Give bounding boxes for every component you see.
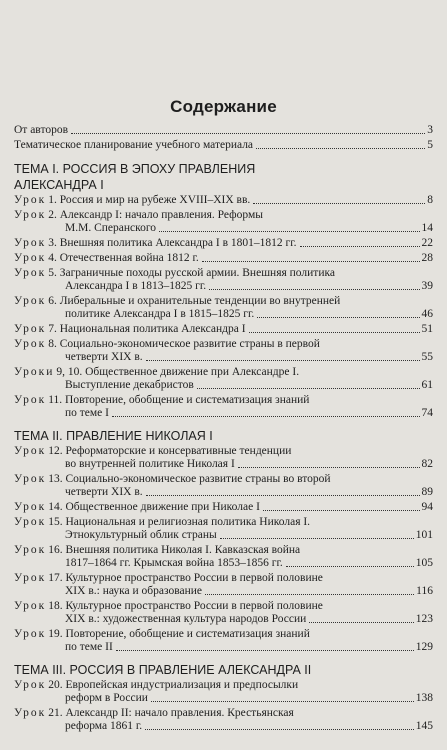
lesson-entry: [14, 445, 433, 471]
lesson-keyword: Урок: [14, 472, 47, 485]
lesson-line: [14, 295, 433, 308]
page-number: 3: [427, 124, 433, 136]
lesson-keyword: Урок: [14, 266, 47, 279]
dot-leader: [209, 288, 419, 290]
lesson-entry: [14, 194, 433, 207]
lesson-entry: [14, 394, 433, 420]
lesson-line: [14, 308, 433, 321]
page-number: 51: [421, 322, 433, 335]
page-number: 123: [415, 612, 433, 625]
lesson-line: [14, 209, 433, 222]
page-number: 94: [421, 500, 433, 513]
lesson-entry: [14, 323, 433, 336]
dot-leader: [253, 202, 425, 204]
toc-entry: [14, 124, 433, 137]
dot-leader: [309, 621, 413, 623]
lesson-title: 19. Повторение, обобщение и систематизация знаний: [48, 627, 310, 640]
lesson-title: Александра I в 1813–1825 гг.: [65, 279, 207, 292]
lesson-line: [14, 394, 433, 407]
page-number: 116: [416, 584, 433, 597]
page-number: 89: [421, 485, 433, 498]
lesson-line: [14, 600, 433, 613]
dot-leader: [71, 132, 425, 134]
lesson-title: 6. Либеральные и охранительные тенденции во внутренней: [48, 294, 341, 307]
page-number: 14: [421, 221, 433, 234]
dot-leader: [286, 565, 414, 567]
lesson-title: во внутренней политике Николая I: [65, 457, 235, 470]
lesson-title: 2. Александр I: начало правления. Реформы: [48, 208, 263, 221]
lesson-line: [14, 628, 433, 641]
topic-heading: АЛЕКСАНДРА I: [14, 177, 104, 192]
lesson-title: политике Александра I в 1815–1825 гг.: [65, 307, 255, 320]
page-title: Содержание: [170, 97, 277, 116]
lesson-line: [14, 692, 433, 705]
lesson-keyword: Уроки: [14, 365, 55, 378]
lesson-keyword: Урок: [14, 706, 47, 719]
lesson-title: 9, 10. Общественное движение при Александре I.: [56, 365, 300, 378]
dot-leader: [205, 593, 414, 595]
lesson-title: по теме I: [65, 406, 109, 419]
lesson-title: 17. Культурное пространство России в первой половине: [48, 571, 323, 584]
lesson-line: [14, 585, 433, 598]
page-number: 105: [415, 556, 433, 569]
lesson-entry: [14, 267, 433, 293]
lesson-line: [14, 544, 433, 557]
page-number: 129: [415, 640, 433, 653]
topic-heading: ТЕМА I. РОССИЯ В ЭПОХУ ПРАВЛЕНИЯ: [14, 161, 256, 176]
lesson-line: [14, 351, 433, 364]
page-number: 46: [421, 307, 433, 320]
dot-leader: [112, 415, 420, 417]
lesson-line: [14, 445, 433, 458]
page-number: 101: [415, 528, 433, 541]
dot-leader: [202, 260, 420, 262]
page-number: 8: [427, 193, 433, 206]
dot-leader: [263, 509, 420, 511]
lesson-title: Этнокультурный облик страны: [65, 528, 217, 541]
lesson-line: [14, 252, 433, 265]
dot-leader: [197, 387, 420, 389]
lesson-title: реформа 1861 г.: [65, 719, 143, 732]
lesson-title: 12. Реформаторские и консервативные тенденции: [48, 444, 292, 457]
lesson-line: [14, 194, 433, 207]
dot-leader: [146, 494, 420, 496]
page-number: 22: [421, 236, 433, 249]
lesson-line: [14, 641, 433, 654]
lesson-title: М.М. Сперанского: [65, 221, 157, 234]
lesson-keyword: Урок: [14, 515, 47, 528]
lesson-entry: [14, 707, 433, 733]
lesson-line: [14, 323, 433, 336]
lesson-keyword: Урок: [14, 678, 47, 691]
topic-heading: ТЕМА II. ПРАВЛЕНИЕ НИКОЛАЯ I: [14, 428, 213, 443]
lesson-title: 14. Общественное движение при Николае I: [48, 500, 260, 513]
lesson-keyword: Урок: [14, 444, 47, 457]
lesson-entry: [14, 628, 433, 654]
lesson-entry: [14, 252, 433, 265]
lesson-title: 5. Заграничные походы русской армии. Внешняя политика: [48, 266, 335, 279]
lesson-keyword: Урок: [14, 193, 47, 206]
page-number: 39: [421, 279, 433, 292]
lesson-line: [14, 516, 433, 529]
lesson-title: XIX в.: художественная культура народов России: [65, 612, 307, 625]
page-number: 5: [427, 138, 433, 151]
topic-heading: ТЕМА III. РОССИЯ В ПРАВЛЕНИЕ АЛЕКСАНДРА II: [14, 662, 312, 677]
lesson-keyword: Урок: [14, 393, 47, 406]
page-number: 74: [421, 406, 433, 419]
lesson-keyword: Урок: [14, 627, 47, 640]
lesson-entry: [14, 679, 433, 705]
lesson-line: [14, 237, 433, 250]
dot-leader: [145, 728, 414, 730]
lesson-line: [14, 407, 433, 420]
lesson-entry: [14, 209, 433, 235]
lesson-line: [14, 473, 433, 486]
lesson-keyword: Урок: [14, 571, 47, 584]
lesson-keyword: Урок: [14, 500, 47, 513]
lesson-title: 13. Социально-экономическое развитие страны во второй: [48, 472, 331, 485]
dot-leader: [249, 331, 420, 333]
dot-leader: [256, 147, 425, 149]
lesson-line: [14, 557, 433, 570]
lesson-line: [14, 501, 433, 514]
dot-leader: [220, 537, 414, 539]
lesson-entry: [14, 237, 433, 250]
lesson-line: [14, 267, 433, 280]
lesson-title: XIX в.: наука и образование: [65, 584, 203, 597]
lesson-entry: [14, 501, 433, 514]
lesson-keyword: Урок: [14, 322, 47, 335]
lesson-line: [14, 458, 433, 471]
toc-entry: [14, 139, 433, 152]
lesson-line: [14, 280, 433, 293]
lesson-title: 4. Отечественная война 1812 г.: [48, 251, 199, 264]
page-number: 82: [421, 457, 433, 470]
dot-leader: [257, 316, 419, 318]
lesson-keyword: Урок: [14, 543, 47, 556]
lesson-title: 11. Повторение, обобщение и систематизация знаний: [48, 393, 310, 406]
lesson-line: [14, 379, 433, 392]
lesson-title: 1817–1864 гг. Крымская война 1853–1856 гг.: [65, 556, 283, 569]
entry-title: Тематическое планирование учебного материала: [14, 138, 254, 151]
lesson-line: [14, 486, 433, 499]
page-number: 138: [415, 691, 433, 704]
dot-leader: [116, 649, 414, 651]
entry-title: От авторов: [14, 124, 69, 136]
lesson-entry: [14, 338, 433, 364]
lesson-line: [14, 366, 433, 379]
lesson-title: 1. Россия и мир на рубеже XVIII–XIX вв.: [48, 193, 251, 206]
lesson-entry: [14, 295, 433, 321]
table-of-contents: [14, 124, 433, 735]
lesson-title: 16. Внешняя политика Николая I. Кавказская война: [48, 543, 301, 556]
lesson-line: [14, 529, 433, 542]
page-number: 28: [421, 251, 433, 264]
lesson-line: [14, 222, 433, 235]
dot-leader: [151, 700, 414, 702]
lesson-title: по теме II: [65, 640, 113, 653]
lesson-keyword: Урок: [14, 599, 47, 612]
lesson-title: реформ в России: [65, 691, 148, 704]
lesson-title: 3. Внешняя политика Александра I в 1801–1812 гг.: [48, 236, 297, 249]
lesson-title: 8. Социально-экономическое развитие страны в первой: [48, 337, 320, 350]
lesson-title: Выступление декабристов: [65, 378, 194, 391]
lesson-line: [14, 572, 433, 585]
dot-leader: [238, 466, 420, 468]
lesson-keyword: Урок: [14, 236, 47, 249]
lesson-line: [14, 679, 433, 692]
lesson-line: [14, 338, 433, 351]
page-number: 145: [415, 719, 433, 732]
page-number: 55: [421, 350, 433, 363]
lesson-keyword: Урок: [14, 337, 47, 350]
dot-leader: [146, 359, 420, 361]
lesson-title: 7. Национальная политика Александра I: [48, 322, 246, 335]
lesson-line: [14, 613, 433, 626]
lesson-line: [14, 720, 433, 733]
page-number: 61: [421, 378, 433, 391]
dot-leader: [300, 245, 420, 247]
lesson-keyword: Урок: [14, 208, 47, 221]
lesson-entry: [14, 473, 433, 499]
lesson-entry: [14, 366, 433, 392]
dot-leader: [159, 230, 419, 232]
lesson-title: 21. Александр II: начало правления. Крестьянская: [48, 706, 294, 719]
lesson-title: четверти XIX в.: [65, 350, 143, 363]
lesson-entry: [14, 572, 433, 598]
lesson-title: четверти XIX в.: [65, 485, 143, 498]
lesson-entry: [14, 544, 433, 570]
lesson-line: [14, 707, 433, 720]
lesson-keyword: Урок: [14, 294, 47, 307]
lesson-keyword: Урок: [14, 251, 47, 264]
lesson-title: 20. Европейская индустриализация и предпосылки: [48, 678, 299, 691]
lesson-entry: [14, 600, 433, 626]
lesson-title: 15. Национальная и религиозная политика Николая I.: [48, 515, 311, 528]
lesson-title: 18. Культурное пространство России в первой половине: [48, 599, 323, 612]
lesson-entry: [14, 516, 433, 542]
